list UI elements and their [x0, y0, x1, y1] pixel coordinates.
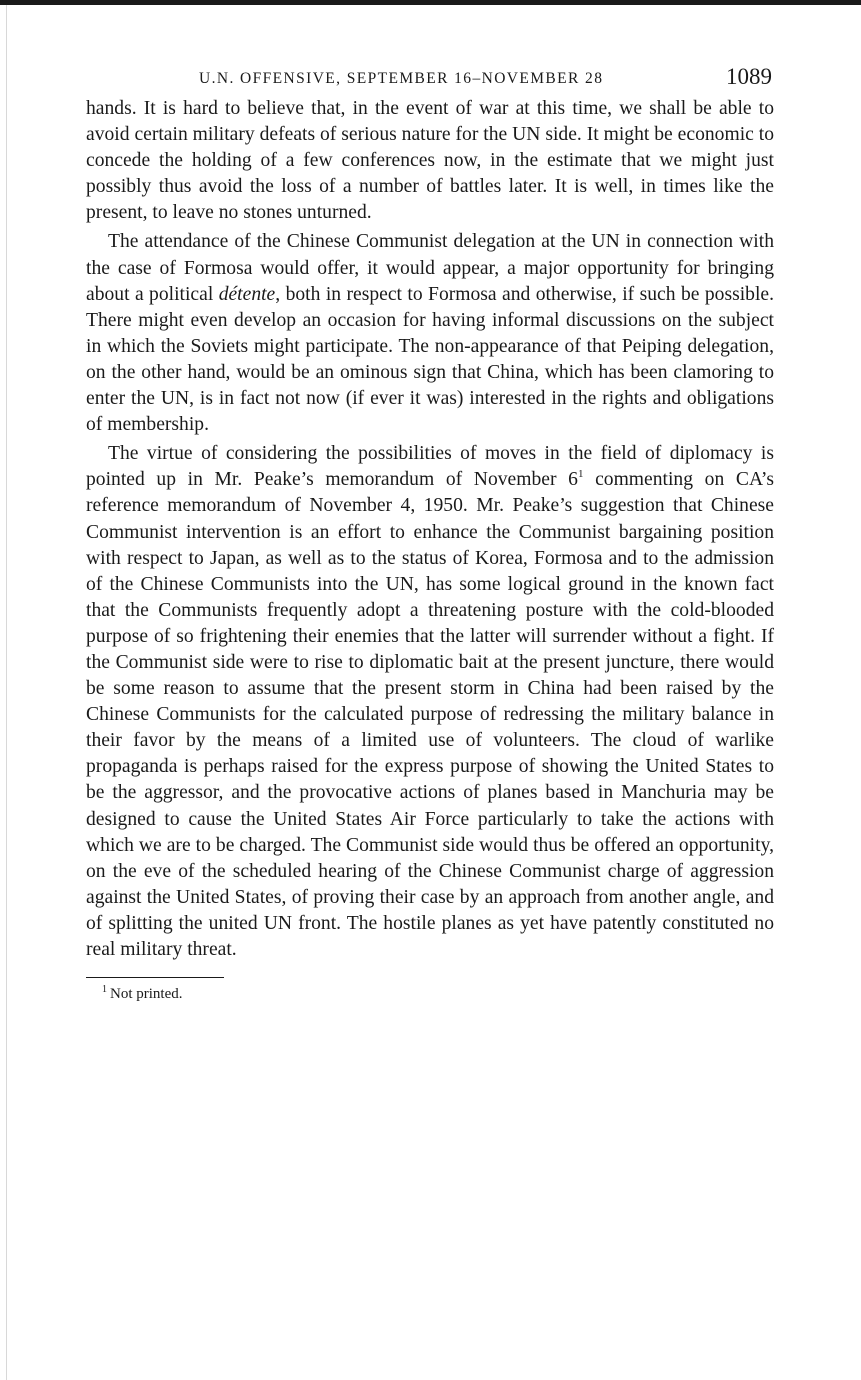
running-title: U.N. OFFENSIVE, SEPTEMBER 16–NOVEMBER 28 — [199, 70, 604, 87]
footnote-reference: 1 — [577, 468, 584, 481]
paragraph-2-text-end: , both in respect to Formosa and otherwise, if such be possible. There might even develop an occasion for having informal discussions on the subject in which the Soviets might participate. The non-appearance of that Peiping delegation, on the other hand, would be an ominous sign that China, which has been clamoring to enter the UN, is in fact not now (if ever it was) interested in the rights and obligations of membership. — [86, 283, 774, 436]
top-edge-rule — [0, 0, 861, 5]
page-edge — [6, 5, 7, 1380]
running-head — [86, 62, 774, 96]
page-number: 1089 — [726, 64, 772, 89]
paragraph-3-text-start: The virtue of considering the possibilities of moves in the field of diplomacy is pointed up in Mr. Peake’s memorandum of November 6 — [86, 443, 774, 491]
paragraph-3 — [86, 441, 774, 963]
paragraph-3-text-end: commenting on CA’s reference memorandum of November 4, 1950. Mr. Peake’s suggestion that Chinese Communist intervention is an effort to enhance the Communist bargaining position with respect to Japan, as well as to the status of Korea, Formosa and to the admission of the Chinese Communists into the UN, has some logical ground in the known fact that the Communists frequently adopt a threatening posture with the cold-blooded purpose of so frightening their enemies that the latter will surrender without a fight. If the Communist side were to rise to diplomatic bait at the present juncture, there would be some reason to assume that the present storm in China had been raised by the Chinese Communists for the calculated purpose of redressing the military balance in their favor by the means of a limited use of volunteers. The cloud of warlike propaganda is perhaps raised for the express purpose of showing the United States to be the aggressor, and the provocative actions of planes based in Manchuria may be designed to cause the United States Air Force particularly to take the actions with which we are to be charged. The Communist side would thus be offered an opportunity, on the eve of the scheduled hearing of the Chinese Communist charge of aggression against the United States, of proving their case by an approach from another angle, and of splitting the united UN front. The hostile planes as yet have patently constituted no real military threat. — [86, 469, 774, 960]
italic-term-detente: détente — [218, 283, 276, 305]
paragraph-1 — [86, 96, 774, 226]
footnote-text: Not printed. — [110, 986, 183, 1003]
footnote — [86, 986, 774, 1003]
paragraph-1-text: hands. It is hard to believe that, in the event of war at this time, we shall be able to avoid certain military defeats of serious nature for the UN side. It might be economic to concede the holding of a few conferences now, in the estimate that we might just possibly thus avoid the loss of a number of battles later. It is well, in times like the present, to leave no stones unturned. — [86, 98, 774, 224]
paragraph-2-text-start: The attendance of the Chinese Communist delegation at the UN in connection with the case of Formosa would offer, it would appear, a major opportunity for bringing about a political — [86, 231, 774, 305]
footnote-rule — [86, 977, 224, 978]
footnote-marker: 1 — [102, 984, 107, 996]
body-text — [86, 96, 774, 963]
document-page — [86, 62, 774, 1003]
paragraph-2 — [86, 229, 774, 438]
